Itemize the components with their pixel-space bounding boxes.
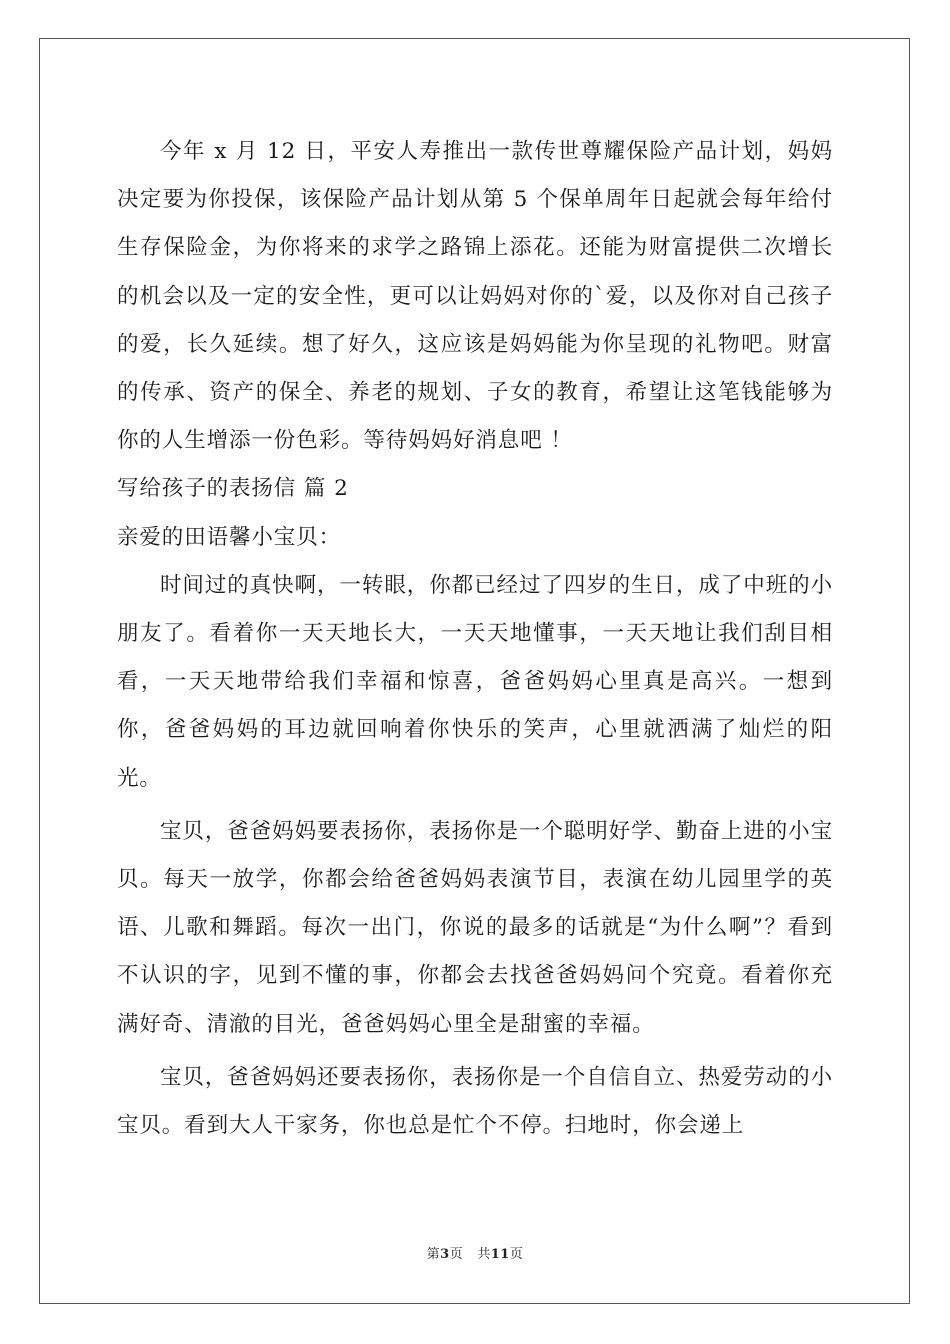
page-footer bbox=[0, 1243, 950, 1262]
paragraph-time-flies: 时间过的真快啊，一转眼，你都已经过了四岁的生日，成了中班的小朋友了。看着你一天天地长大，一天天地懂事，一天天地让我们刮目相看，一天天地带给我们幸福和惊喜，爸爸妈妈心里真是高兴。一想到你，爸爸妈妈的耳边就回响着你快乐的笑声，心里就洒满了灿烂的阳光。 bbox=[117, 572, 833, 791]
total-pages: 11 bbox=[490, 1247, 510, 1262]
page-number: 3 bbox=[440, 1247, 450, 1262]
paragraph-insurance: 今年 x 月 12 日，平安人寿推出一款传世尊耀保险产品计划，妈妈决定要为你投保，该保险产品计划从第 5 个保单周年日起就会每年给付生存保险金，为你将来的求学之路锦上添花。还能为财富提供二次增长的机会以及一定的安全性，更可以让妈妈对你的`爱，以及你对自己孩子的爱，长久延续。想了好久，这应该是妈妈能为你呈现的礼物吧。财富的传承、资产的保全、养老的规划、子女的教育，希望让这笔钱能够为你的人生增添一份色彩。等待妈妈好消息吧 ！ bbox=[117, 139, 833, 454]
paragraph-praise-learning: 宝贝，爸爸妈妈要表扬你，表扬你是一个聪明好学、勤奋上进的小宝贝。每天一放学，你都会给爸爸妈妈表演节目，表演在幼儿园里学的英语、儿歌和舞蹈。每次一出门，你说的最多的话就是“为什么啊”？看到不认识的字，见到不懂的事，你都会去找爸爸妈妈问个究竟。看着你充满好奇、清澈的目光，爸爸妈妈心里全是甜蜜的幸福。 bbox=[117, 818, 833, 1037]
total-prefix: 共 bbox=[477, 1247, 491, 1262]
document-body bbox=[117, 128, 833, 1150]
letter-salutation: 亲爱的田语馨小宝贝： bbox=[117, 524, 342, 550]
paragraph-praise-independence: 宝贝，爸爸妈妈还要表扬你，表扬你是一个自信自立、热爱劳动的小宝贝。看到大人干家务，你也总是忙个不停。扫地时，你会递上 bbox=[117, 1064, 833, 1139]
section-heading: 写给孩子的表扬信 篇 2 bbox=[117, 476, 349, 502]
page-prefix: 第 bbox=[426, 1247, 441, 1262]
page-suffix: 页 bbox=[449, 1247, 464, 1262]
total-suffix: 页 bbox=[509, 1247, 524, 1262]
